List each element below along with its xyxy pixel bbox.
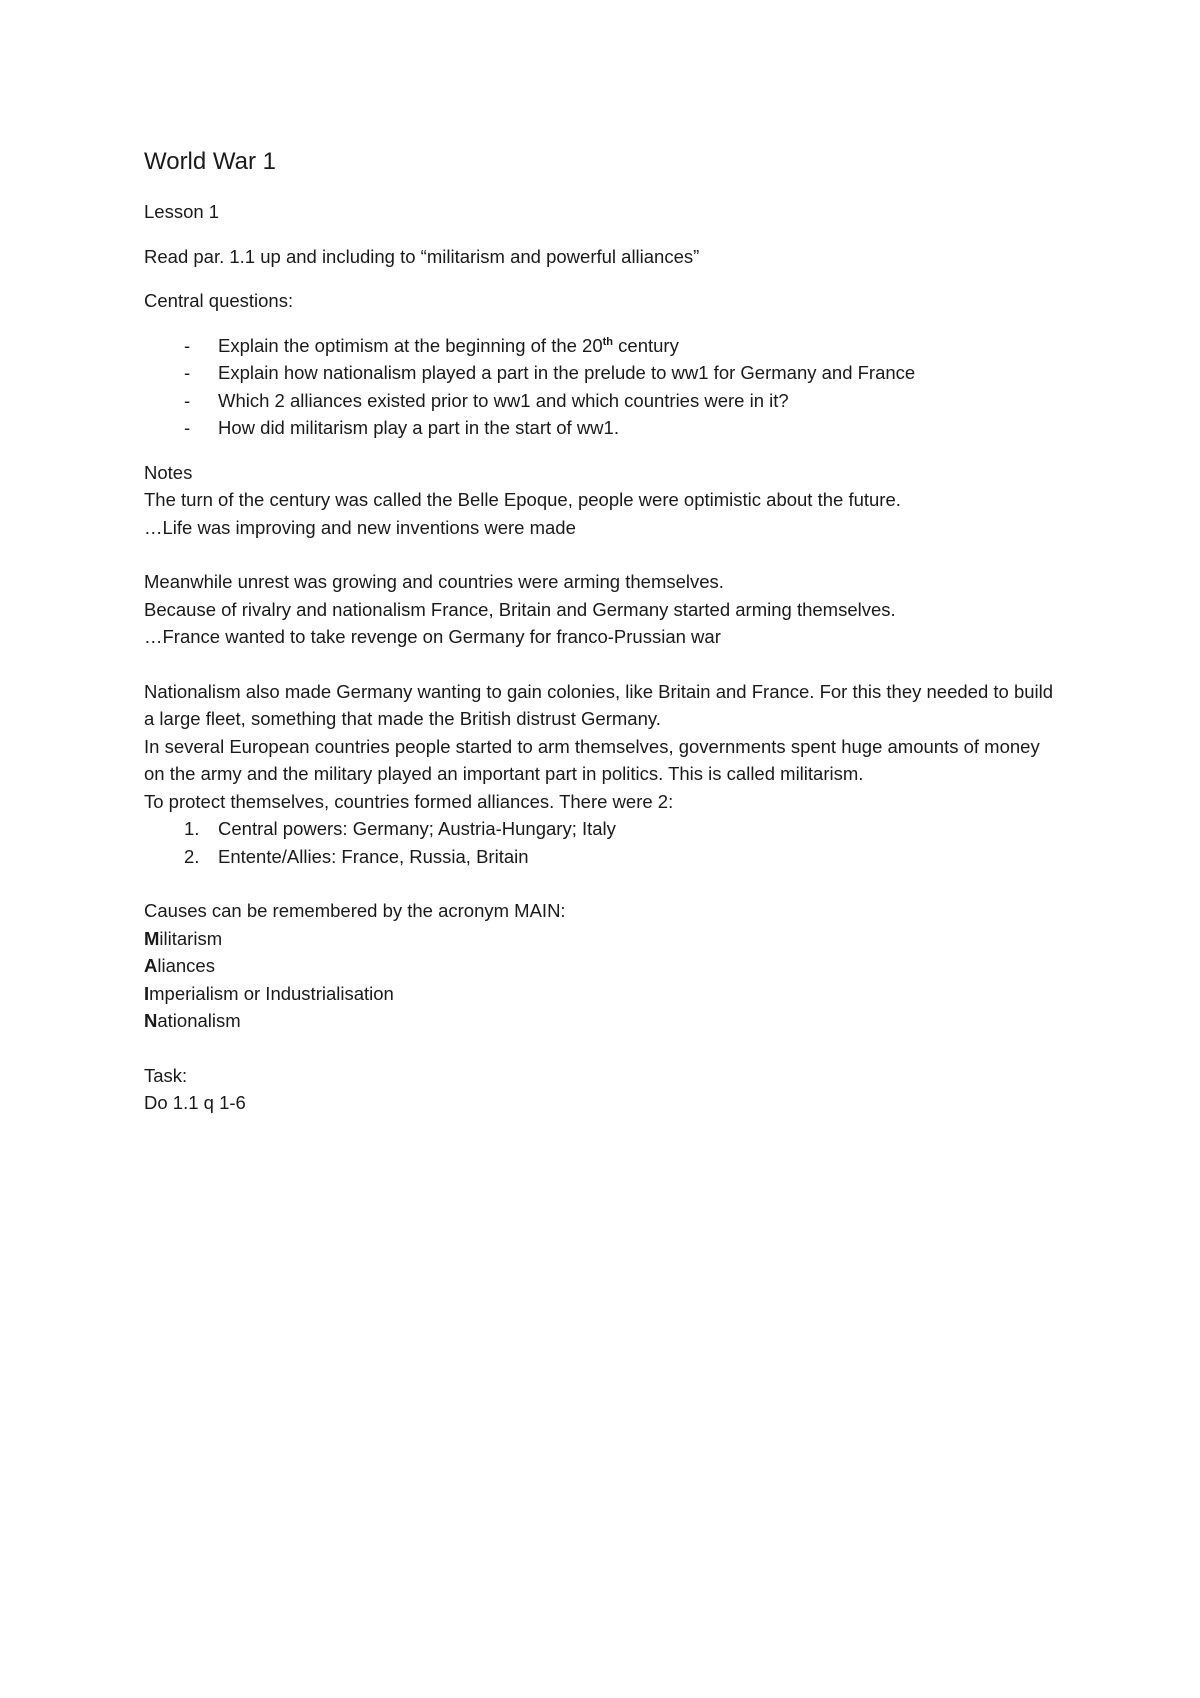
notes-section-1 bbox=[144, 459, 1064, 542]
question-text: How did militarism play a part in the start of ww1. bbox=[218, 417, 619, 438]
acronym-item: Aliances bbox=[144, 955, 215, 976]
question-text: Explain the optimism at the beginning of the 20th century bbox=[218, 334, 679, 356]
list-number: 2. bbox=[184, 845, 200, 867]
acronym-item: Militarism bbox=[144, 927, 223, 949]
note-line: Meanwhile unrest was growing and countries were arming themselves. bbox=[144, 571, 724, 592]
list-item bbox=[144, 843, 1064, 871]
list-item bbox=[144, 332, 1064, 360]
alliance-text: Entente/Allies: France, Russia, Britain bbox=[218, 845, 529, 867]
note-line: …France wanted to take revenge on Germany for franco-Prussian war bbox=[144, 626, 721, 647]
note-line: Because of rivalry and nationalism France, Britain and Germany started arming themselves. bbox=[144, 598, 896, 620]
question-text: Which 2 alliances existed prior to ww1 and which countries were in it? bbox=[218, 389, 789, 411]
list-item bbox=[144, 815, 1064, 843]
page-title: World War 1 bbox=[144, 148, 277, 175]
task-text: Do 1.1 q 1-6 bbox=[144, 1092, 246, 1113]
list-item bbox=[144, 414, 1064, 442]
acronym-item: Nationalism bbox=[144, 1010, 241, 1031]
document-body bbox=[144, 146, 1064, 1117]
central-questions-list bbox=[144, 332, 1064, 442]
dash-bullet: - bbox=[184, 362, 191, 383]
note-line: …Life was improving and new inventions were made bbox=[144, 516, 576, 538]
note-paragraph: In several European countries people started to arm themselves, governments spent huge amounts of money on the army and the military played an important part in politics. This is called militarism. bbox=[144, 735, 1040, 784]
list-item bbox=[144, 387, 1064, 415]
dash-bullet: - bbox=[184, 417, 191, 438]
dash-bullet: - bbox=[184, 334, 191, 356]
reading-instruction: Read par. 1.1 up and including to “militarism and powerful alliances” bbox=[144, 245, 700, 267]
list-item bbox=[144, 359, 1064, 387]
lesson-label: Lesson 1 bbox=[144, 201, 220, 222]
note-paragraph: Nationalism also made Germany wanting to gain colonies, like Britain and France. For this they needed to build a large fleet, something that made the British distrust Germany. bbox=[144, 680, 1054, 729]
alliance-text: Central powers: Germany; Austria-Hungary; Italy bbox=[218, 818, 616, 839]
notes-heading: Notes bbox=[144, 461, 193, 483]
acronym-intro: Causes can be remembered by the acronym MAIN: bbox=[144, 900, 566, 921]
question-text: Explain how nationalism played a part in the prelude to ww1 for Germany and France bbox=[218, 362, 916, 383]
alliances-list bbox=[144, 815, 1064, 870]
list-number: 1. bbox=[184, 818, 200, 839]
note-line: The turn of the century was called the Belle Epoque, people were optimistic about the future. bbox=[144, 489, 901, 510]
task-section bbox=[144, 1062, 1064, 1117]
dash-bullet: - bbox=[184, 389, 191, 411]
notes-section-3 bbox=[144, 678, 1064, 816]
note-paragraph: To protect themselves, countries formed alliances. There were 2: bbox=[144, 790, 674, 812]
acronym-item: Imperialism or Industrialisation bbox=[144, 982, 394, 1004]
main-acronym-section bbox=[144, 897, 1064, 1035]
notes-section-2 bbox=[144, 568, 1064, 651]
task-heading: Task: bbox=[144, 1064, 188, 1086]
central-questions-heading: Central questions: bbox=[144, 290, 294, 311]
